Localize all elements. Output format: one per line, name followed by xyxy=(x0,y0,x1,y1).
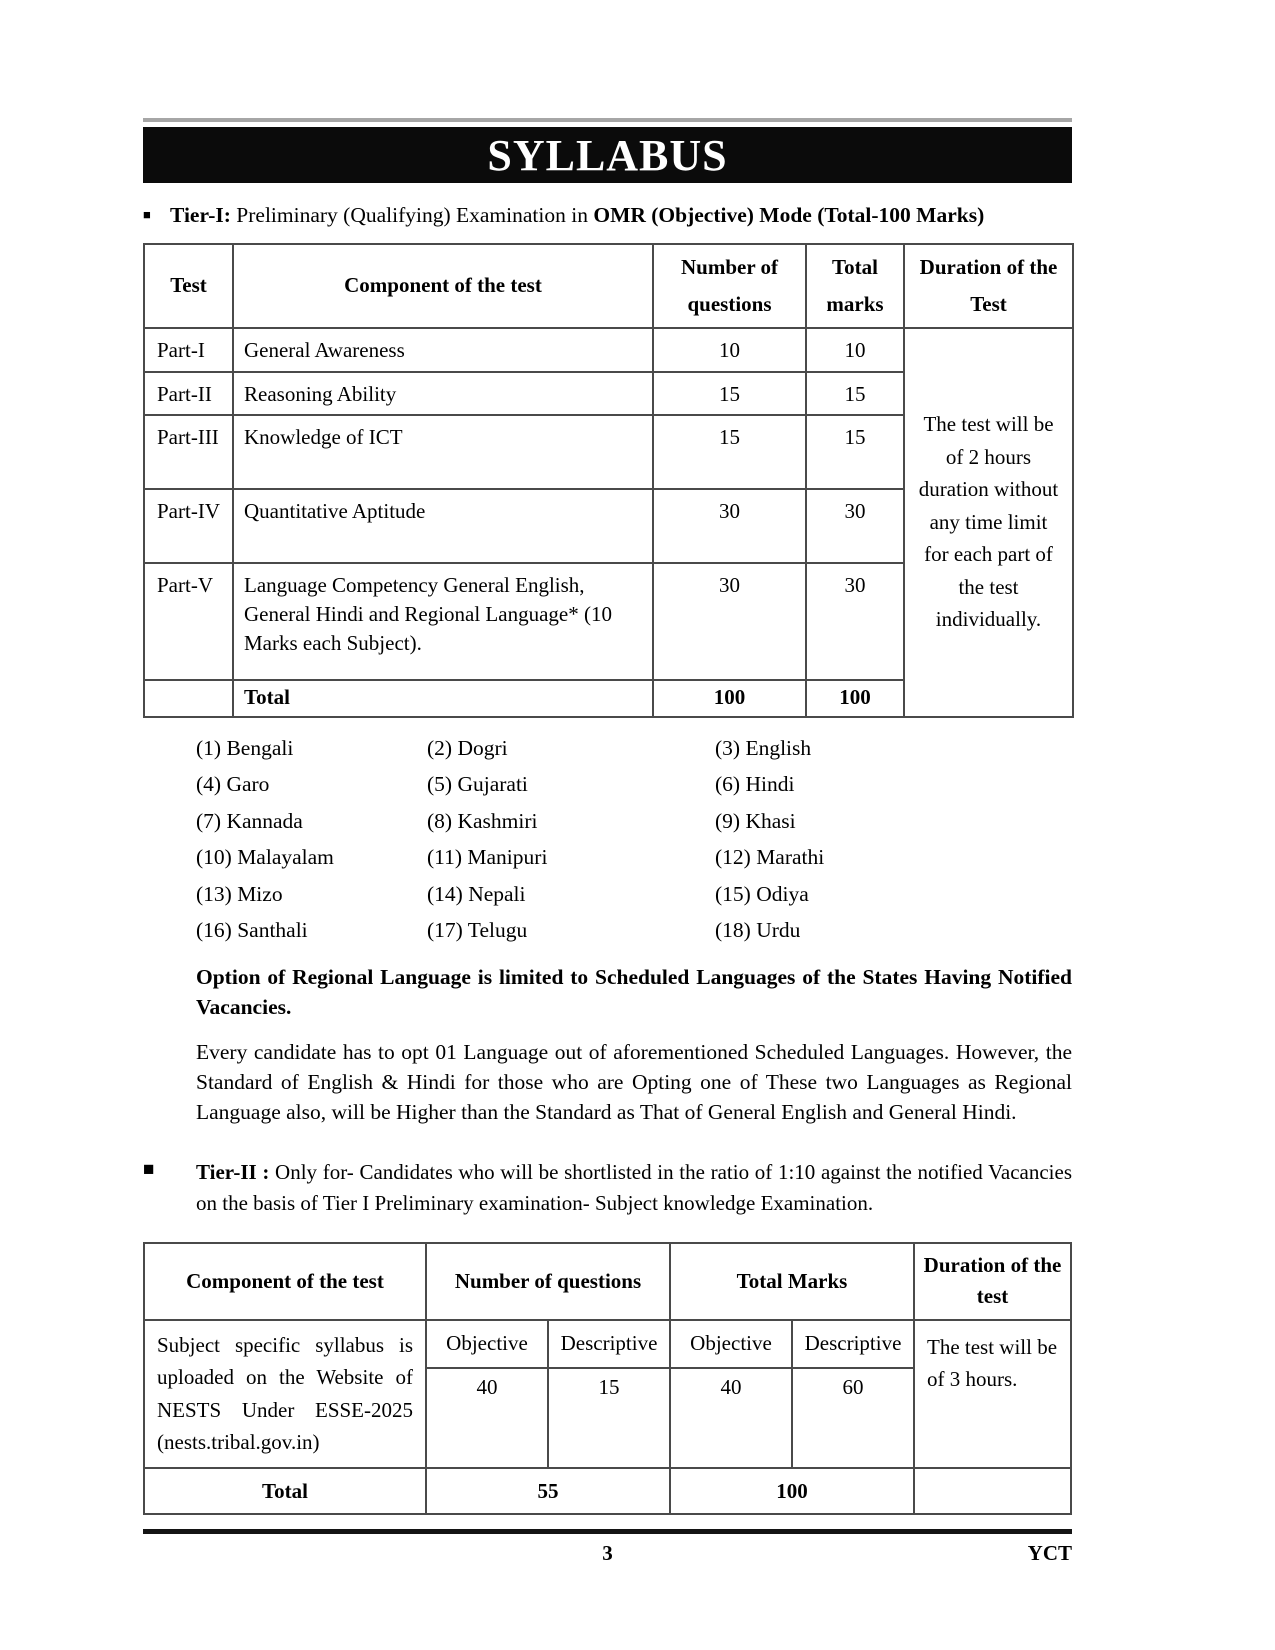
total-empty-cell xyxy=(914,1468,1071,1514)
header-duration: Duration of the Test xyxy=(904,244,1073,328)
footer-divider xyxy=(143,1529,1072,1534)
test-cell: Part-I xyxy=(144,328,233,372)
marks-cell: 15 xyxy=(806,415,904,489)
table-row xyxy=(144,328,1073,372)
header-marks: Total Marks xyxy=(670,1243,914,1320)
component-cell: Language Competency General English, General Hindi and Regional Language* (10 Marks each Subject). xyxy=(233,563,653,680)
total-questions-cell: 100 xyxy=(653,680,806,717)
component-cell: Reasoning Ability xyxy=(233,372,653,415)
marks-objective-cell: 40 xyxy=(670,1368,792,1468)
header-duration: Duration of the test xyxy=(914,1243,1071,1320)
tier1-prefix: Preliminary (Qualifying) Examination in xyxy=(236,203,588,227)
header-questions: Number of questions xyxy=(426,1243,670,1320)
test-cell: Part-IV xyxy=(144,489,233,563)
questions-cell: 30 xyxy=(653,489,806,563)
subheader-descriptive: Descriptive xyxy=(792,1320,914,1368)
page-title: SYLLABUS xyxy=(143,127,1072,183)
page-number: 3 xyxy=(602,1541,613,1565)
language-item: (17) Telugu xyxy=(427,918,528,942)
regional-language-note: Option of Regional Language is limited to Scheduled Languages of the States Having Notified Vacancies. xyxy=(196,964,1072,1020)
language-item: (16) Santhali xyxy=(196,918,308,942)
tier1-label: Tier-I: xyxy=(170,203,231,227)
marks-cell: 30 xyxy=(806,563,904,680)
header-marks: Total marks xyxy=(806,244,904,328)
test-cell: Part-V xyxy=(144,563,233,680)
tier2-heading-text xyxy=(196,1157,1072,1220)
marks-cell: 15 xyxy=(806,372,904,415)
total-label-cell: Total xyxy=(233,680,653,717)
page-footer xyxy=(143,1541,1072,1571)
language-item: (8) Kashmiri xyxy=(427,808,538,833)
marks-descriptive-cell: 60 xyxy=(792,1368,914,1468)
header-test: Test xyxy=(144,244,233,328)
subheader-descriptive: Descriptive xyxy=(548,1320,670,1368)
tier2-text: Only for- Candidates who will be shortlisted in the ratio of 1:10 against the notified Vacancies on the basis of Tier I Preliminary examination- Subject knowledge Examination. xyxy=(196,1159,1073,1216)
tier2-label: Tier-II : xyxy=(196,1159,270,1184)
tier1-syllabus-table xyxy=(143,243,1074,718)
total-marks-cell: 100 xyxy=(806,680,904,717)
language-item: (2) Dogri xyxy=(427,735,508,760)
square-bullet-icon: ■ xyxy=(143,207,151,222)
square-bullet-icon: ■ xyxy=(143,1158,155,1180)
language-item: (12) Marathi xyxy=(715,845,825,869)
language-item: (9) Khasi xyxy=(715,808,796,833)
language-item: (7) Kannada xyxy=(196,808,303,833)
total-label-cell: Total xyxy=(144,1468,426,1514)
tier1-heading xyxy=(143,203,1072,228)
questions-objective-cell: 40 xyxy=(426,1368,548,1468)
language-item: (3) English xyxy=(715,735,812,760)
component-cell: Quantitative Aptitude xyxy=(233,489,653,563)
tier2-syllabus-table xyxy=(143,1242,1072,1515)
language-item: (15) Odiya xyxy=(715,881,809,906)
language-item: (1) Bengali xyxy=(196,735,294,760)
questions-descriptive-cell: 15 xyxy=(548,1368,670,1468)
subheader-objective: Objective xyxy=(426,1320,548,1368)
duration-cell: The test will be of 3 hours. xyxy=(914,1320,1071,1468)
language-item: (6) Hindi xyxy=(715,772,795,796)
component-cell: Knowledge of ICT xyxy=(233,415,653,489)
header-component: Component of the test xyxy=(233,244,653,328)
header-questions: Number of questions xyxy=(653,244,806,328)
questions-cell: 15 xyxy=(653,415,806,489)
test-cell: Part-III xyxy=(144,415,233,489)
table-header-row xyxy=(144,1243,1071,1320)
total-questions-cell: 55 xyxy=(426,1468,670,1514)
language-item: (18) Urdu xyxy=(715,918,801,942)
total-marks-cell: 100 xyxy=(670,1468,914,1514)
duration-cell: The test will be of 2 hours duration without any time limit for each part of the test individually. xyxy=(904,328,1073,717)
table-subheader-row xyxy=(144,1320,1071,1368)
questions-cell: 15 xyxy=(653,372,806,415)
language-item: (10) Malayalam xyxy=(196,845,334,869)
language-option-paragraph: Every candidate has to opt 01 Language out of aforementioned Scheduled Languages. However, the Standard of English & Hindi for those who are Opting one of These two Languages as Regional Language also, will be Higher than the Standard as That of General English and General Hindi. xyxy=(196,1039,1072,1124)
questions-cell: 10 xyxy=(653,328,806,372)
subheader-objective: Objective xyxy=(670,1320,792,1368)
marks-cell: 10 xyxy=(806,328,904,372)
language-item: (13) Mizo xyxy=(196,881,283,906)
language-item: (11) Manipuri xyxy=(427,845,548,869)
test-cell: Part-II xyxy=(144,372,233,415)
questions-cell: 30 xyxy=(653,563,806,680)
header-component: Component of the test xyxy=(144,1243,426,1320)
language-list xyxy=(196,730,1072,949)
title-bar-wrap xyxy=(143,118,1072,183)
footer-brand: YCT xyxy=(1027,1541,1072,1565)
tier2-heading xyxy=(143,1157,1072,1220)
marks-cell: 30 xyxy=(806,489,904,563)
component-cell: General Awareness xyxy=(233,328,653,372)
language-item: (4) Garo xyxy=(196,772,270,796)
table-header-row xyxy=(144,244,1073,328)
language-item: (14) Nepali xyxy=(427,881,526,906)
table-total-row xyxy=(144,1468,1071,1514)
total-empty-cell xyxy=(144,680,233,717)
tier1-heading-text xyxy=(170,203,984,228)
language-item: (5) Gujarati xyxy=(427,772,528,796)
tier1-suffix: OMR (Objective) Mode (Total-100 Marks) xyxy=(593,203,985,227)
component-cell: Subject specific syllabus is uploaded on the Website of NESTS Under ESSE-2025 (nests.tribal.gov.in) xyxy=(144,1320,426,1468)
